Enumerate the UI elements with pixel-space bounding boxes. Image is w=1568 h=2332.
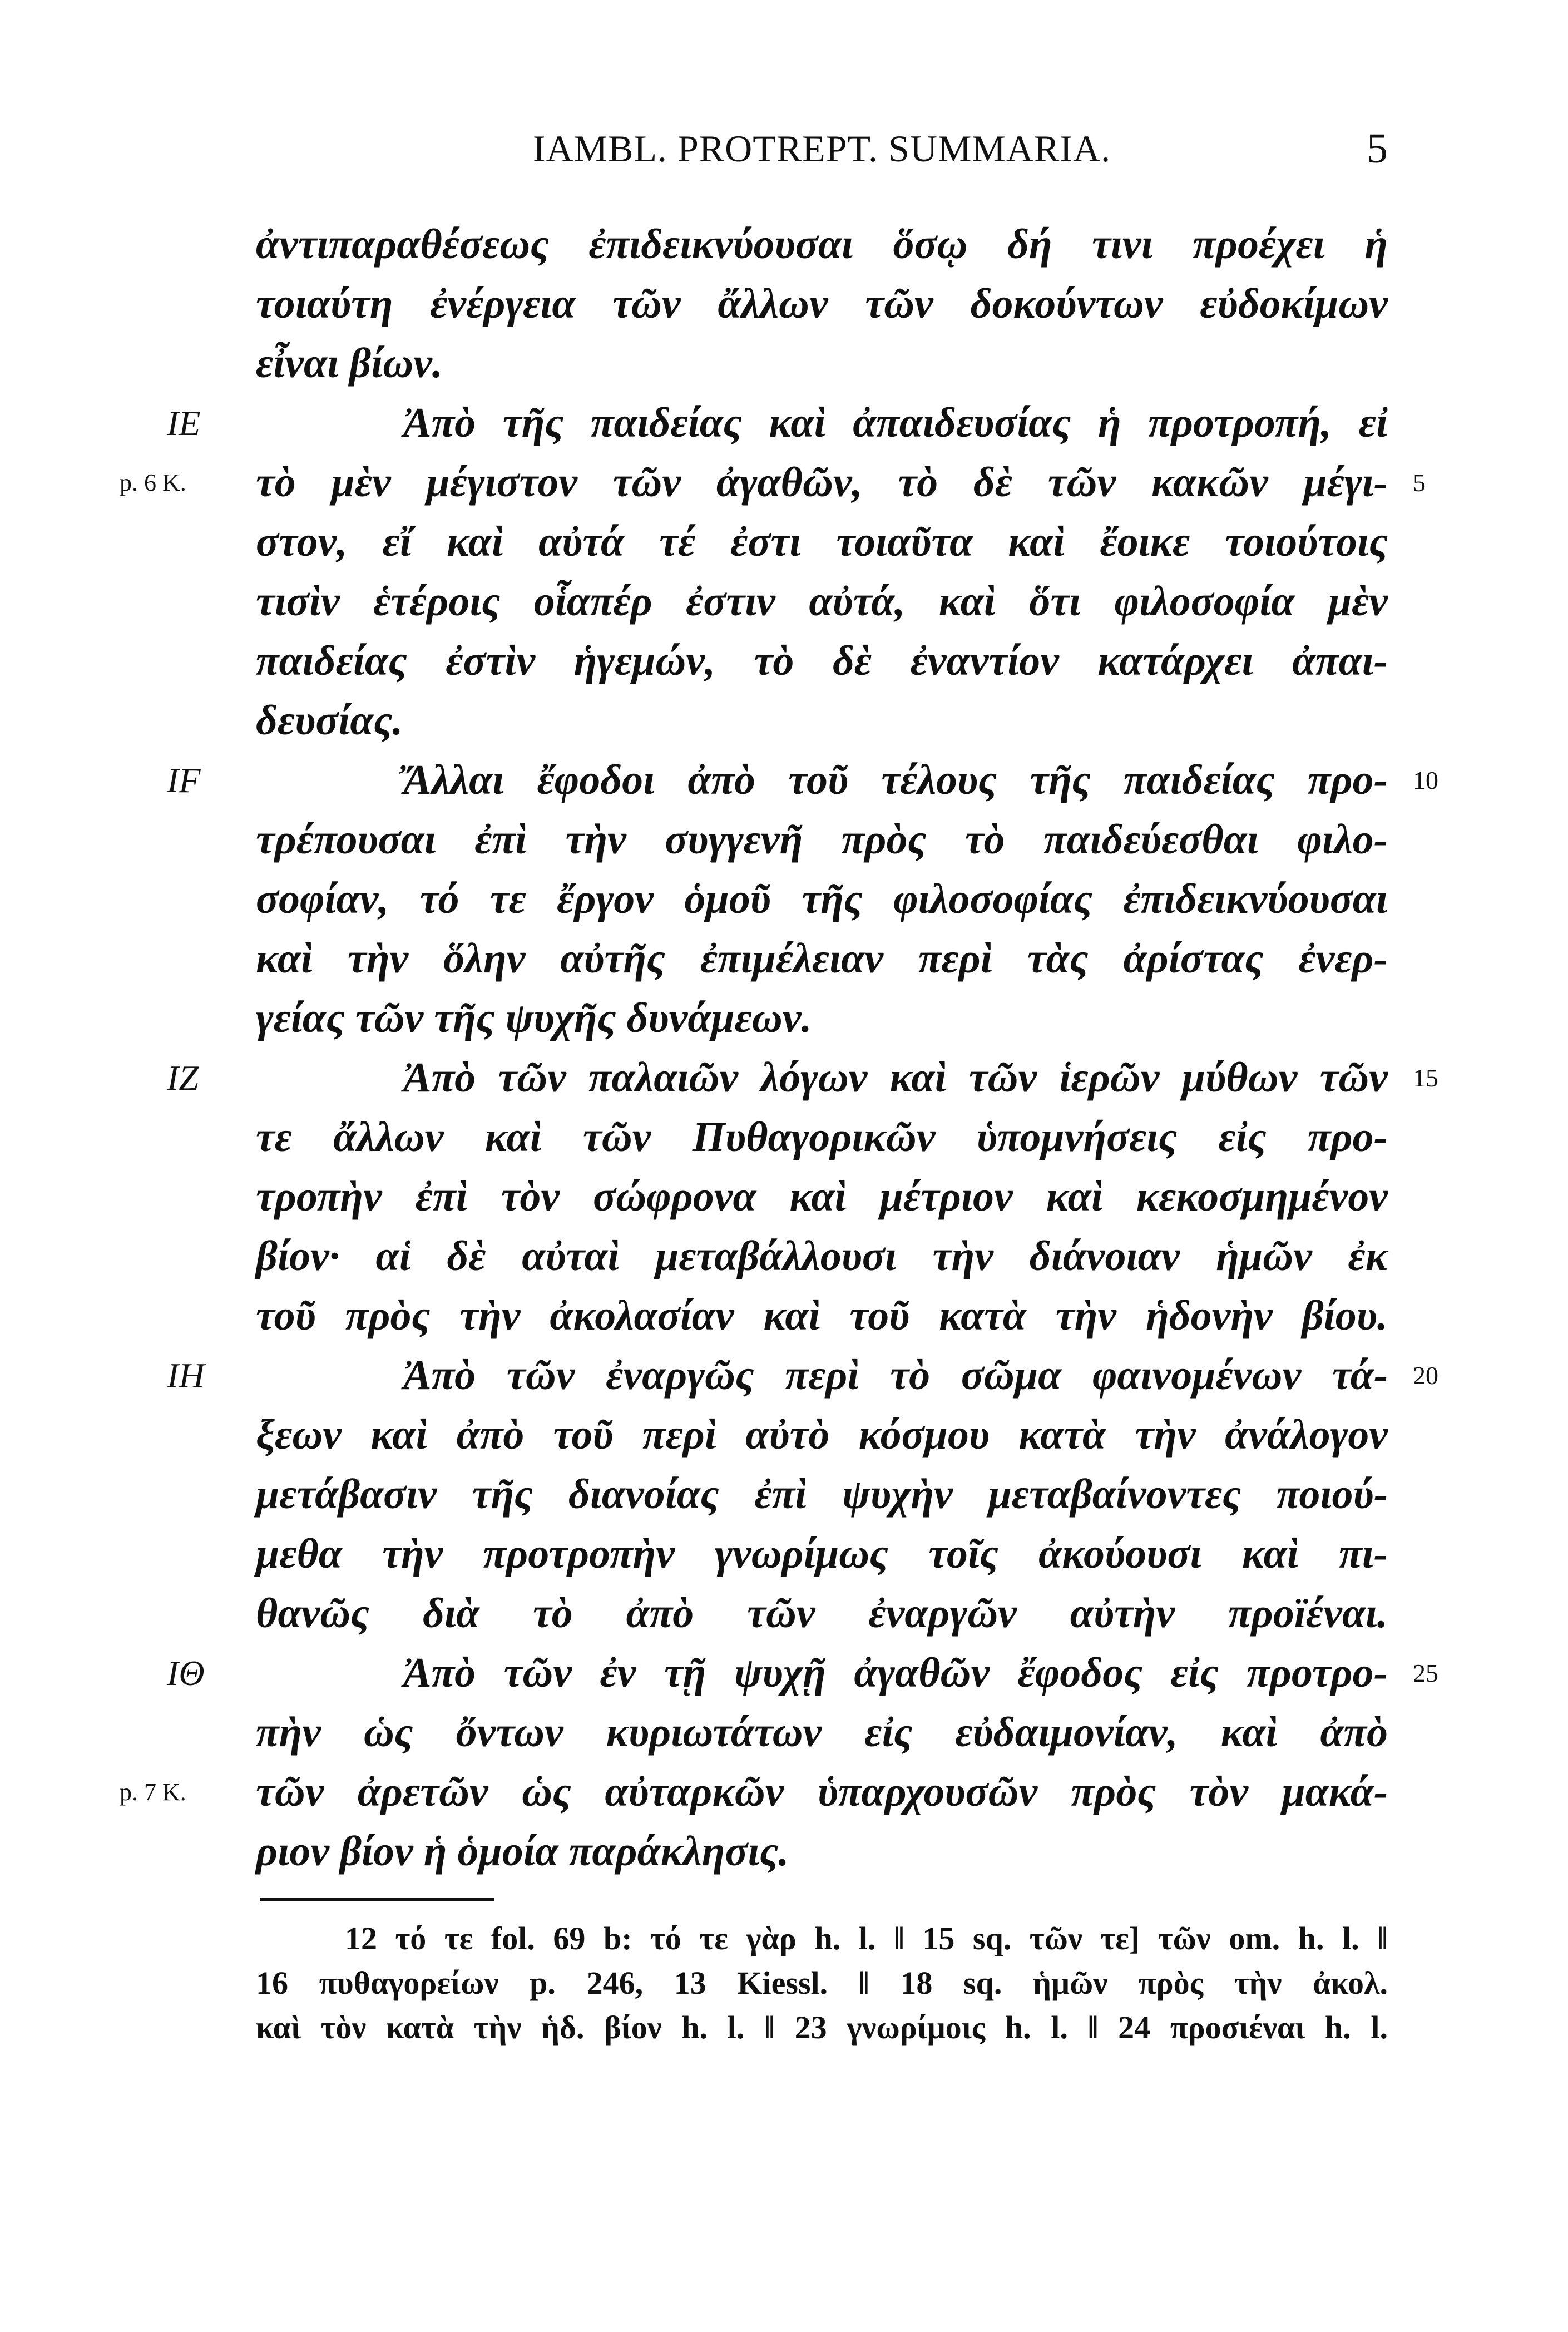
text-line [0,810,1568,869]
page-reference: p. 6 K. [120,469,186,496]
line-text: μεθα τὴν προτροπὴν γνωρίμως τοῖς ἀκούουσι καὶ πι- [256,1530,1388,1577]
main-text [0,215,1568,1881]
footnote-divider [260,1898,494,1901]
text-line [0,691,1568,750]
section-marker: IE [167,403,201,443]
text-line [0,1524,1568,1584]
line-text: γείας τῶν τῆς ψυχῆς δυνάμεων. [256,995,812,1041]
line-number: 5 [1413,468,1426,497]
line-text: εἶναι βίων. [256,340,443,387]
line-number: 10 [1413,766,1438,794]
text-line [0,1286,1568,1346]
text-line [0,572,1568,631]
line-text: τὸ μὲν μέγιστον τῶν ἀγαθῶν, τὸ δὲ τῶν κακῶν μέγι- [256,459,1388,506]
text-line [0,1048,1568,1108]
line-number: 15 [1413,1064,1438,1092]
footnote-line: 12 τό τε fol. 69 b: τό τε γὰρ h. l. ‖ 15 sq. τῶν τε] τῶν om. h. l. ‖ [345,1920,1388,1956]
footnote-line: καὶ τὸν κατὰ τὴν ἡδ. βίον h. l. ‖ 23 γνωρίμοις h. l. ‖ 24 προσιέναι h. l. [256,2009,1388,2046]
line-text: καὶ τὴν ὅλην αὐτῆς ἐπιμέλειαν περὶ τὰς ἀρίστας ἐνερ- [256,935,1388,982]
text-line [0,512,1568,572]
footnote-line: 16 πυθαγορείων p. 246, 13 Kiessl. ‖ 18 sq. ἡμῶν πρὸς τὴν ἀκολ. [256,1965,1388,2001]
page-number: 5 [1367,125,1388,172]
text-line [0,1643,1568,1703]
text-line [0,1762,1568,1822]
line-text: ξεων καὶ ἀπὸ τοῦ περὶ αὐτὸ κόσμου κατὰ τὴν ἀνάλογον [256,1411,1388,1458]
line-text: ριον βίον ἡ ὁμοία παράκλησις. [256,1828,789,1875]
line-text: σοφίαν, τό τε ἔργον ὁμοῦ τῆς φιλοσοφίας ἐπιδεικνύουσαι [256,876,1388,922]
text-line [0,1822,1568,1881]
text-line [0,1108,1568,1167]
section-marker: IZ [167,1058,199,1098]
line-text: τε ἄλλων καὶ τῶν Πυθαγορικῶν ὑπομνήσεις εἰς προ- [256,1114,1388,1160]
line-text: τροπὴν ἐπὶ τὸν σώφρονα καὶ μέτριον καὶ κεκοσμημένον [256,1173,1388,1220]
line-text: ἀντιπαραθέσεως ἐπιδεικνύουσαι ὅσῳ δή τινι προέχει ἡ [256,221,1388,268]
line-number: 25 [1413,1659,1438,1687]
line-text: Ἀπὸ τῶν παλαιῶν λόγων καὶ τῶν ἱερῶν μύθων τῶν [403,1054,1388,1101]
line-text: τῶν ἀρετῶν ὡς αὐταρκῶν ὑπαρχουσῶν πρὸς τὸν μακά- [256,1768,1388,1815]
page-reference: p. 7 K. [120,1778,186,1806]
line-text: μετάβασιν τῆς διανοίας ἐπὶ ψυχὴν μεταβαίνοντες ποιού- [256,1471,1388,1518]
apparatus-footnotes [256,1916,1388,2050]
running-head [256,127,1388,177]
line-text: δευσίας. [256,697,403,744]
text-line [0,334,1568,393]
text-line [0,1227,1568,1286]
line-text: παιδείας ἐστὶν ἡγεμών, τὸ δὲ ἐναντίον κατάρχει ἀπαι- [256,638,1388,684]
text-line [0,393,1568,453]
section-marker: IH [167,1356,205,1395]
line-text: τοιαύτη ἐνέργεια τῶν ἄλλων τῶν δοκούντων εὐδοκίμων [256,280,1388,327]
line-text: Ἀπὸ τῶν ἐν τῇ ψυχῇ ἀγαθῶν ἔφοδος εἰς προτρο- [403,1649,1388,1696]
line-text: στον, εἴ καὶ αὐτά τέ ἐστι τοιαῦτα καὶ ἔοικε τοιούτοις [256,518,1388,565]
line-text: Ἄλλαι ἔφοδοι ἀπὸ τοῦ τέλους τῆς παιδείας προ- [403,757,1388,803]
line-text: Ἀπὸ τῆς παιδείας καὶ ἀπαιδευσίας ἡ προτροπή, εἰ [403,399,1388,446]
section-marker: IΘ [167,1653,205,1693]
line-text: βίον· αἱ δὲ αὐταὶ μεταβάλλουσι τὴν διάνοιαν ἡμῶν ἐκ [256,1233,1388,1279]
text-line [0,750,1568,810]
text-line [0,1465,1568,1524]
line-text: Ἀπὸ τῶν ἐναργῶς περὶ τὸ σῶμα φαινομένων τά- [403,1352,1388,1399]
text-line [0,989,1568,1048]
text-line [0,453,1568,512]
line-text: τοῦ πρὸς τὴν ἀκολασίαν καὶ τοῦ κατὰ τὴν ἡδονὴν βίου. [256,1292,1388,1339]
text-line [0,1584,1568,1643]
text-line [0,1346,1568,1405]
line-text: τρέπουσαι ἐπὶ τὴν συγγενῆ πρὸς τὸ παιδεύεσθαι φιλο- [256,816,1388,863]
text-line [0,869,1568,929]
text-line [0,1703,1568,1762]
text-line [0,1167,1568,1227]
line-text: θανῶς διὰ τὸ ἀπὸ τῶν ἐναργῶν αὐτὴν προϊέναι. [256,1590,1388,1637]
text-line [0,215,1568,274]
section-marker: IF [167,760,201,800]
text-line [0,929,1568,989]
text-line [0,274,1568,334]
line-text: πὴν ὡς ὄντων κυριωτάτων εἰς εὐδαιμονίαν, καὶ ἀπὸ [256,1709,1388,1756]
running-head-title: IAMBL. PROTREPT. SUMMARIA. [532,127,1111,170]
text-line [0,1405,1568,1465]
line-number: 20 [1413,1361,1438,1390]
text-line [0,631,1568,691]
line-text: τισὶν ἑτέροις οἷαπέρ ἐστιν αὐτά, καὶ ὅτι φιλοσοφία μὲν [256,578,1388,625]
